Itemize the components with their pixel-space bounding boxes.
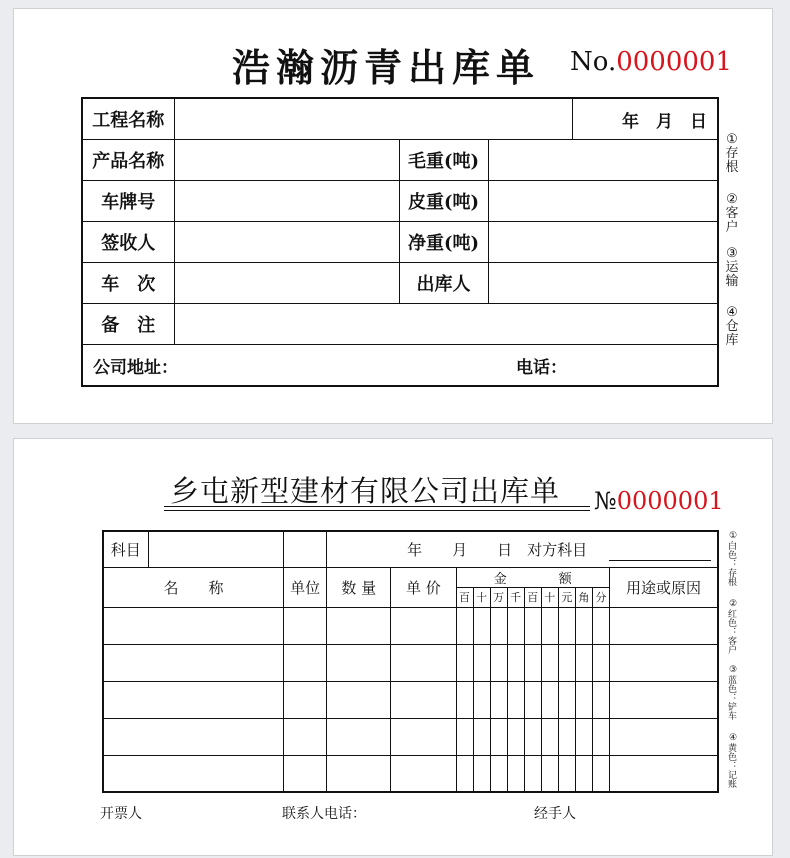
digit-label: 分 [592,587,609,607]
serial-prefix: No. [570,47,617,77]
digit-label: 十 [541,587,558,607]
amount-digit-cell[interactable] [473,644,490,681]
digit-label: 元 [558,587,575,607]
amount-digit-cell[interactable] [456,644,473,681]
amount-digit-cell[interactable] [456,607,473,644]
amount-digit-cell[interactable] [456,681,473,718]
label-receiver: 签收人 [82,222,174,263]
amount-digit-cell[interactable] [473,681,490,718]
label-tare-weight: 皮重(吨) [399,181,488,222]
amount-digit-cell[interactable] [592,607,609,644]
purpose-cell[interactable] [609,644,718,681]
table-row [103,644,718,681]
label-remarks: 备 注 [82,304,174,345]
amount-digit-cell[interactable] [541,607,558,644]
amount-digit-cell[interactable] [507,681,524,718]
amount-digit-cell[interactable] [558,718,575,755]
counter-subject-label: 对方科目 [527,540,588,559]
quantity-cell[interactable] [327,718,391,755]
amount-digit-cell[interactable] [592,644,609,681]
amount-digit-cell[interactable] [507,644,524,681]
drawer-label: 开票人 [100,806,142,822]
unit-price-cell[interactable] [391,718,456,755]
unit-price-cell[interactable] [391,681,456,718]
label-net-weight: 净重(吨) [399,222,488,263]
subject-extra-field[interactable] [284,531,327,567]
table-row [82,98,718,140]
amount-digit-cell[interactable] [473,755,490,792]
copy-number: ② [728,599,738,609]
copy-number: ① [726,132,738,147]
project-name-field[interactable] [174,98,572,140]
amount-digit-cell[interactable] [592,718,609,755]
amount-digit-cell[interactable] [558,755,575,792]
title-underline [164,510,590,511]
label-trip: 车 次 [82,263,174,304]
date-counter-subject-field[interactable] [327,531,718,567]
table-row [82,263,718,304]
label-plate-number: 车牌号 [82,181,174,222]
label-amount: 金 额 [456,567,609,587]
amount-digit-cell[interactable] [507,718,524,755]
amount-digit-cell[interactable] [592,755,609,792]
copy-char: 输 [725,274,739,289]
copy-note-2 [724,193,740,235]
receiver-field[interactable] [174,222,399,263]
amount-digit-cell[interactable] [524,718,541,755]
serial-number [594,487,724,515]
copy-char: 存 [725,146,739,161]
copy-char: 仓 [725,319,739,334]
amount-digit-cell[interactable] [456,755,473,792]
serial-number [570,47,732,77]
plate-number-field[interactable] [174,181,399,222]
form-table [81,97,719,387]
label-subject: 科目 [103,531,148,567]
copy-char: 库 [725,333,739,348]
amount-digit-cell[interactable] [473,607,490,644]
form-table [102,530,719,793]
unit-cell[interactable] [284,644,327,681]
table-row [82,140,718,181]
amount-digit-cell[interactable] [490,607,507,644]
table-row [103,531,718,567]
contact-phone-label: 联系人电话： [282,806,366,822]
delivery-form-building-materials [13,438,773,856]
remarks-field[interactable] [174,304,718,345]
amount-digit-cell[interactable] [592,681,609,718]
unit-cell[interactable] [284,607,327,644]
purpose-cell[interactable] [609,681,718,718]
amount-digit-cell[interactable] [524,681,541,718]
copy-note-4 [724,306,740,348]
label-unit: 单位 [284,567,327,607]
unit-price-cell[interactable] [391,607,456,644]
copy-char: 户 [725,220,739,235]
amount-digit-cell[interactable] [558,607,575,644]
tare-weight-field[interactable] [488,181,718,222]
form-title: 浩瀚沥青出库单 [232,45,541,90]
copy-note-3 [724,247,740,289]
unit-cell[interactable] [284,681,327,718]
label-product-name: 产品名称 [82,140,174,181]
label-name: 名 称 [103,567,284,607]
copy-number: ④ [728,733,738,743]
amount-digit-cell[interactable] [575,607,592,644]
amount-digit-cell[interactable] [490,755,507,792]
label-quantity: 数 量 [327,567,391,607]
copy-number: ② [726,192,738,207]
amount-digit-cell[interactable] [473,718,490,755]
delivery-form-asphalt [13,8,773,424]
counter-subject-line [609,560,711,561]
amount-digit-cell[interactable] [541,681,558,718]
copy-number: ③ [728,665,738,675]
amount-digit-cell[interactable] [575,718,592,755]
copy-note-2 [726,599,740,654]
name-cell[interactable] [103,607,284,644]
copy-text: 蓝色：铲车 [726,675,736,720]
purpose-cell[interactable] [609,718,718,755]
purpose-cell[interactable] [609,755,718,792]
unit-price-cell[interactable] [391,644,456,681]
label-purpose: 用途或原因 [609,567,718,607]
amount-digit-cell[interactable] [541,755,558,792]
digit-label: 十 [473,587,490,607]
copy-note-1 [724,133,740,175]
unit-price-cell[interactable] [391,755,456,792]
amount-digit-cell[interactable] [524,607,541,644]
quantity-cell[interactable] [327,755,391,792]
amount-digit-cell[interactable] [541,718,558,755]
table-row [103,607,718,644]
table-row [82,345,718,387]
gross-weight-field[interactable] [488,140,718,181]
product-name-field[interactable] [174,140,399,181]
amount-digit-cell[interactable] [575,755,592,792]
table-row [103,681,718,718]
name-cell[interactable] [103,644,284,681]
amount-digit-cell[interactable] [490,644,507,681]
net-weight-field[interactable] [488,222,718,263]
label-issuer: 出库人 [399,263,488,304]
purpose-cell[interactable] [609,607,718,644]
table-row [103,755,718,792]
digit-label: 万 [490,587,507,607]
amount-digit-cell[interactable] [558,681,575,718]
copy-char: 根 [725,160,739,175]
quantity-cell[interactable] [327,644,391,681]
digit-label: 千 [507,587,524,607]
serial-value: 0000001 [616,47,733,77]
copy-char: 客 [725,206,739,221]
title-underline [164,506,590,507]
form-title: 乡屯新型建材有限公司出库单 [170,474,561,508]
date-field[interactable]: 年 月 日 [572,98,718,140]
name-cell[interactable] [103,755,284,792]
copy-note-1 [726,531,740,586]
amount-digit-cell[interactable] [558,644,575,681]
digit-label: 百 [456,587,473,607]
trip-field[interactable] [174,263,399,304]
serial-prefix: № [594,487,617,515]
unit-cell[interactable] [284,718,327,755]
serial-value: 0000001 [616,487,724,515]
quantity-cell[interactable] [327,607,391,644]
label-unit-price: 单 价 [391,567,456,607]
copy-text: 红色：客户 [726,609,736,654]
amount-digit-cell[interactable] [575,681,592,718]
handler-label: 经手人 [534,806,576,822]
table-row [82,181,718,222]
amount-digit-cell[interactable] [456,718,473,755]
copy-note-3 [726,665,740,720]
copy-number: ① [728,531,738,541]
copy-char: 运 [725,260,739,275]
amount-digit-cell[interactable] [490,681,507,718]
name-cell[interactable] [103,718,284,755]
item-rows [103,607,718,792]
date-label: 年 月 日 [407,540,513,559]
copy-text: 白色：存根 [726,541,736,586]
amount-digit-cell[interactable] [524,644,541,681]
subject-field[interactable] [148,531,283,567]
amount-digit-cell[interactable] [524,755,541,792]
amount-digit-cell[interactable] [541,644,558,681]
name-cell[interactable] [103,681,284,718]
amount-digit-cell[interactable] [490,718,507,755]
phone-field[interactable]: 电话： [488,345,718,387]
label-project-name: 工程名称 [82,98,174,140]
digit-label: 角 [575,587,592,607]
amount-digit-cell[interactable] [575,644,592,681]
copy-number: ④ [726,305,738,320]
quantity-cell[interactable] [327,681,391,718]
unit-cell[interactable] [284,755,327,792]
amount-digit-cell[interactable] [507,755,524,792]
copy-note-4 [726,733,740,788]
address-field[interactable]: 公司地址： [82,345,488,387]
label-gross-weight: 毛重(吨) [399,140,488,181]
table-row [82,222,718,263]
digit-label: 百 [524,587,541,607]
table-row [103,567,718,587]
table-row [82,304,718,345]
table-row [103,718,718,755]
copy-number: ③ [726,246,738,261]
amount-digit-cell[interactable] [507,607,524,644]
issuer-field[interactable] [488,263,718,304]
copy-text: 黄色：记账 [726,743,736,788]
